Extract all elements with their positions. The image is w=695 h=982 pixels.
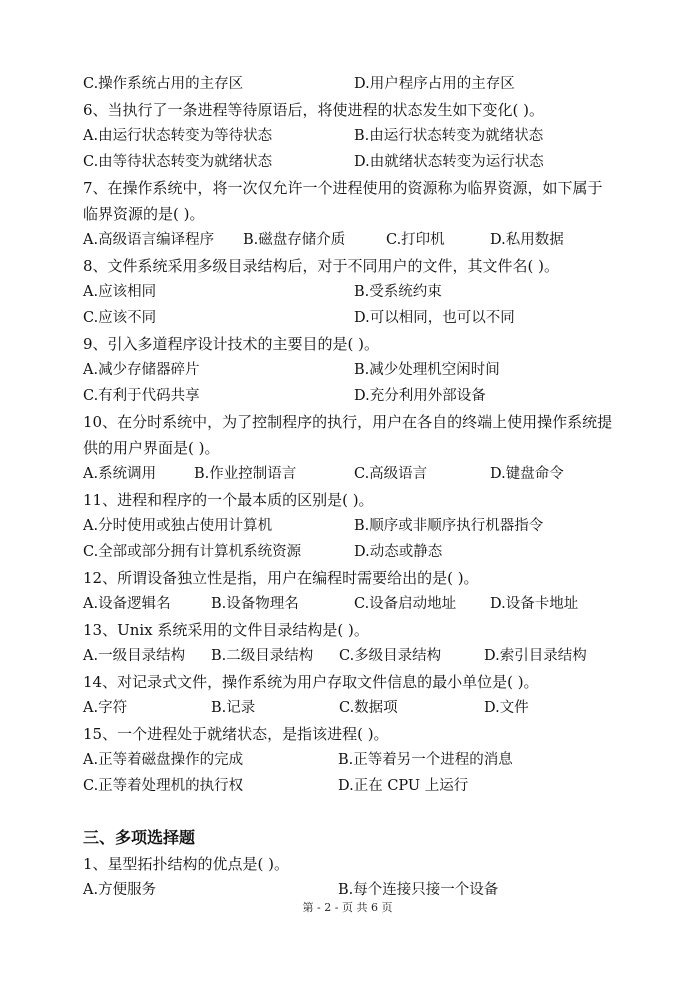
question-14: 14、对记录式文件，操作系统为用户存取文件信息的最小单位是( )。 [83, 673, 539, 691]
q15-option-c: C.正等着处理机的执行权 [83, 778, 244, 794]
q13-option-d: D.索引目录结构 [484, 648, 587, 664]
q12-option-c: C.设备启动地址 [354, 596, 457, 612]
option-d-prev: D.用户程序占用的主存区 [354, 76, 515, 92]
q10-option-a: A.系统调用 [83, 466, 157, 482]
q12-option-d: D.设备卡地址 [490, 596, 579, 612]
q15-option-b: B.正等着另一个进程的消息 [338, 752, 513, 768]
q10-option-d: D.键盘命令 [490, 466, 564, 482]
q14-option-c: C.数据项 [339, 700, 398, 716]
q6-option-c: C.由等待状态转变为就绪状态 [83, 154, 273, 170]
m1-option-b: B.每个连接只接一个设备 [338, 882, 499, 898]
question-13: 13、Unix 系统采用的文件目录结构是( )。 [83, 621, 369, 639]
q8-option-a: A.应该相同 [83, 284, 157, 300]
q9-option-c: C.有利于代码共享 [83, 388, 200, 404]
q9-option-d: D.充分利用外部设备 [354, 388, 486, 404]
q13-option-a: A.一级目录结构 [83, 648, 186, 664]
q11-option-b: B.顺序或非顺序执行机器指令 [354, 518, 544, 534]
option-c-prev: C.操作系统占用的主存区 [83, 76, 244, 92]
q7-option-d: D.私用数据 [490, 232, 564, 248]
section-heading-multiple-choice: 三、多项选择题 [83, 828, 196, 847]
q10-option-c: C.高级语言 [354, 466, 428, 482]
question-12: 12、所谓设备独立性是指，用户在编程时需要给出的是( )。 [83, 569, 479, 587]
q15-option-d: D.正在 CPU 上运行 [338, 778, 469, 794]
question-6: 6、当执行了一条进程等待原语后，将使进程的状态发生如下变化( )。 [83, 101, 545, 119]
q6-option-d: D.由就绪状态转变为运行状态 [354, 154, 544, 170]
q7-option-c: C.打印机 [386, 232, 445, 248]
q8-option-b: B.受系统约束 [354, 284, 442, 300]
q6-option-a: A.由运行状态转变为等待状态 [83, 128, 273, 144]
question-10-line1: 10、在分时系统中，为了控制程序的执行，用户在各自的终端上使用操作系统提 [83, 413, 613, 431]
q7-option-b: B.磁盘存储介质 [243, 232, 346, 248]
q11-option-c: C.全部或部分拥有计算机系统资源 [83, 544, 302, 560]
q13-option-b: B.二级目录结构 [211, 648, 314, 664]
q14-option-a: A.字符 [83, 700, 128, 716]
q13-option-c: C.多级目录结构 [339, 648, 442, 664]
q11-option-a: A.分时使用或独占使用计算机 [83, 518, 273, 534]
q12-option-b: B.设备物理名 [211, 596, 299, 612]
q6-option-b: B.由运行状态转变为就绪状态 [354, 128, 544, 144]
q7-option-a: A.高级语言编译程序 [83, 232, 215, 248]
q15-option-a: A.正等着磁盘操作的完成 [83, 752, 244, 768]
q8-option-d: D.可以相同，也可以不同 [354, 310, 515, 326]
q14-option-d: D.文件 [484, 700, 529, 716]
q8-option-c: C.应该不同 [83, 310, 157, 326]
m1-option-a: A.方便服务 [83, 882, 157, 898]
q14-option-b: B.记录 [211, 700, 256, 716]
q9-option-a: A.减少存储器碎片 [83, 362, 200, 378]
question-7-line2: 临界资源的是( )。 [83, 205, 205, 223]
q9-option-b: B.减少处理机空闲时间 [354, 362, 500, 378]
q11-option-d: D.动态或静态 [354, 544, 443, 560]
q12-option-a: A.设备逻辑名 [83, 596, 171, 612]
question-7-line1: 7、在操作系统中，将一次仅允许一个进程使用的资源称为临界资源，如下属于 [83, 179, 603, 197]
multi-question-1: 1、星型拓扑结构的优点是( )。 [83, 855, 290, 873]
page-footer: 第 - 2 - 页 共 6 页 [302, 901, 393, 914]
question-15: 15、一个进程处于就绪状态，是指该进程( )。 [83, 725, 389, 743]
question-8: 8、文件系统采用多级目录结构后，对于不同用户的文件，其文件名( )。 [83, 257, 560, 275]
question-11: 11、进程和程序的一个最本质的区别是( )。 [83, 491, 374, 509]
question-10-line2: 供的用户界面是( )。 [83, 439, 220, 457]
q10-option-b: B.作业控制语言 [194, 466, 297, 482]
question-9: 9、引入多道程序设计技术的主要目的是( )。 [83, 335, 380, 353]
